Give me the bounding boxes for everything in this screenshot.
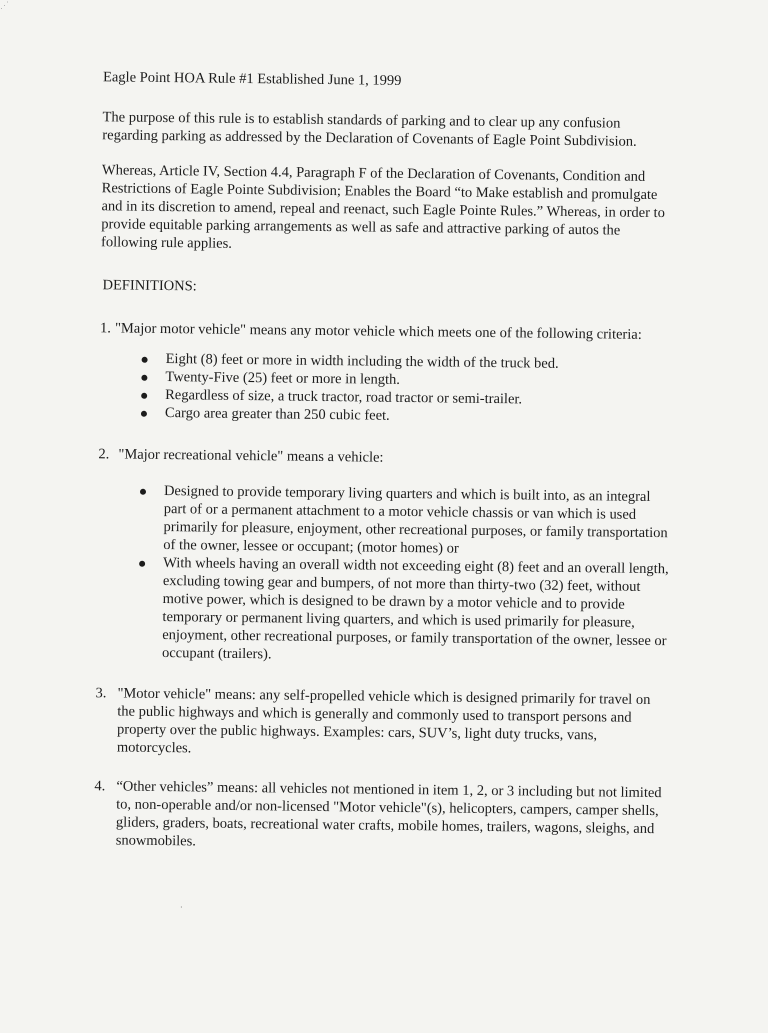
item-1-bullet-2: Twenty-Five (25) feet or more in length.	[165, 369, 401, 388]
scan-speck: ·	[180, 903, 183, 912]
whereas-paragraph: Whereas, Article IV, Section 4.4, Paragraph F of the Declaration of Covenants, Condition and Restrictions of Eagle Pointe Subdivision; Enables the Board “to Make establish and promulgate and in its discretion to amend, repeal and reenact, such Eagle Pointe Rules.” Whereas, in order to provide equitable parking arrangements as well as safe and attractive parking of autos the following rule applies.	[100, 162, 665, 252]
item-4-text: “Other vehicles” means: all vehicles not mentioned in item 1, 2, or 3 including but not limited to, non-operable and/or non-licensed "Motor vehicle"(s), helicopters, campers, camper shells, gliders, graders, boats, recreational water crafts, mobile homes, trailers, wagons, sleighs, and snowmobiles.	[115, 778, 662, 850]
bullet-dot	[142, 357, 148, 363]
page-title: Eagle Point HOA Rule #1 Established June 1, 1999	[102, 69, 402, 89]
bullet-dot	[140, 489, 146, 495]
bullet-dot	[141, 393, 147, 399]
item-2-bullet-2: With wheels having an overall width not exceeding eight (8) feet and an overall length, excluding towing gear and bumpers, of not more than thirty-two (32) feet, without motive power, which is designed to be drawn by a motor vehicle and to provide temporary or permanent living quarters, and which is used primarily for pleasure, enjoyment, other recreational purposes, or family transportation of the owner, lessee or occupant (trailers).	[161, 555, 669, 663]
item-3-text: "Motor vehicle" means: any self-propelled vehicle which is designed primarily for travel on the public highways and which is generally and commonly used to transport persons and property over the public highways. Examples: cars, SUV’s, light duty trucks, vans, motorcycles.	[116, 685, 651, 757]
definitions-heading: DEFINITIONS:	[102, 277, 197, 295]
item-3-number: 3.	[95, 685, 107, 702]
bullet-dot	[141, 411, 147, 417]
item-4-number: 4.	[94, 778, 106, 795]
item-2-number: 2.	[98, 446, 110, 463]
bullet-dot	[141, 375, 147, 381]
item-2-text: "Major recreational vehicle" means a vehicle:	[118, 446, 384, 466]
intro-paragraph: The purpose of this rule is to establish standards of parking and to clear up any confusion regarding parking as addressed by the Declaration of Covenants of Eagle Point Subdivision.	[102, 109, 637, 150]
item-1-bullet-4: Cargo area greater than 250 cubic feet.	[164, 405, 390, 424]
item-1-number: 1.	[99, 320, 111, 337]
item-1-bullet-1: Eight (8) feet or more in width including the width of the truck bed.	[165, 351, 559, 372]
item-2-bullet-1: Designed to provide temporary living quarters and which is built into, as an integral part of or a permanent attachment to a motor vehicle chassis or van which is used primarily for pleasure, enjoyment, other recreational purposes, or family transportation of the owner, lessee or occupant; (motor homes) or	[163, 483, 668, 557]
bullet-dot	[139, 561, 145, 567]
scan-corner-mark: ⋰	[0, 0, 9, 10]
item-1-text: "Major motor vehicle" means any motor vehicle which meets one of the following criteria:	[114, 320, 642, 343]
item-1-bullet-3: Regardless of size, a truck tractor, road tractor or semi-trailer.	[165, 387, 523, 408]
